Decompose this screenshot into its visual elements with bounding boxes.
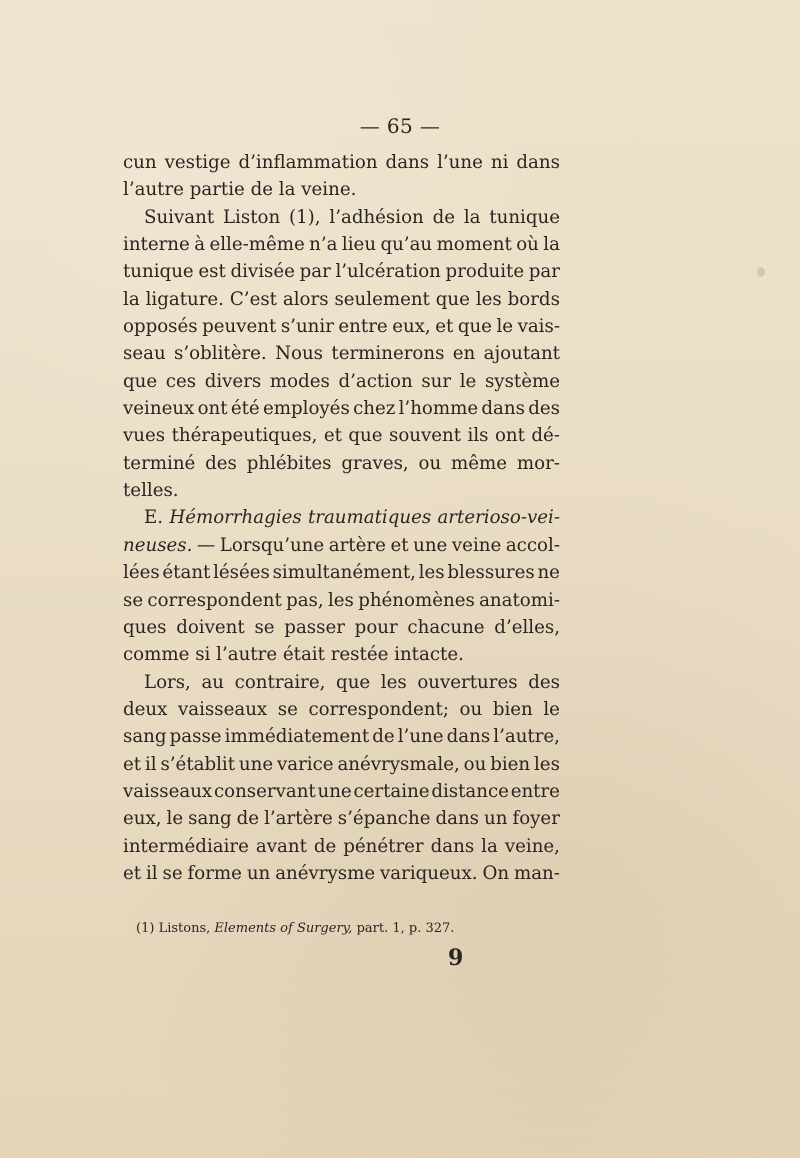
word: deux	[123, 698, 168, 720]
word: s’épanche	[337, 808, 431, 830]
text-line	[123, 477, 560, 504]
word: si	[195, 644, 211, 666]
word: (1),	[289, 206, 321, 228]
word: des	[205, 452, 237, 474]
word: l’autre	[216, 644, 278, 666]
word: ont	[494, 425, 525, 447]
word: lésées	[213, 562, 270, 584]
word: lieu	[341, 234, 377, 256]
footnote	[136, 921, 454, 936]
word: anévrysme	[275, 862, 376, 884]
word: une	[413, 534, 448, 556]
word: correspondent;	[308, 698, 449, 720]
word: à	[194, 234, 206, 256]
word: un	[484, 808, 508, 830]
word: On	[482, 862, 510, 884]
word: veine.	[301, 179, 357, 201]
text-line	[123, 395, 560, 422]
word: dans	[435, 808, 480, 830]
text-line	[123, 669, 560, 696]
text-line	[123, 860, 560, 887]
word: de	[250, 179, 273, 201]
word: se	[254, 616, 275, 638]
word: Hémorrhagies	[169, 507, 302, 529]
word: contraire,	[234, 671, 326, 693]
word: ils	[467, 425, 489, 447]
word: certaine	[353, 780, 430, 802]
word: distance	[431, 780, 509, 802]
word: seulement	[334, 288, 430, 310]
word: s’oblitère.	[174, 343, 267, 365]
text-line	[123, 641, 560, 668]
word: artère	[328, 534, 386, 556]
word: employés	[262, 398, 350, 420]
word: entre	[338, 316, 388, 338]
word: ou	[418, 452, 442, 474]
word: seau	[123, 343, 166, 365]
word: même	[451, 452, 508, 474]
word: un	[246, 862, 271, 884]
word: par	[299, 261, 331, 283]
word: une	[317, 780, 352, 802]
text-line	[123, 176, 560, 203]
word: simultanément,	[272, 562, 416, 584]
word: interne	[123, 234, 190, 256]
footnote-author: Listons,	[158, 921, 211, 936]
word: C’est	[229, 288, 277, 310]
word: divisée	[230, 261, 295, 283]
word: ou	[459, 698, 483, 720]
word: intacte.	[394, 644, 464, 666]
text-line	[123, 751, 560, 778]
word: anatomi-	[479, 589, 560, 611]
word: ligature.	[145, 288, 224, 310]
word: que	[457, 316, 492, 338]
word: par	[528, 261, 560, 283]
word: vaisseaux	[177, 698, 268, 720]
word: des	[528, 671, 560, 693]
word: ces	[165, 370, 197, 392]
word: lées	[123, 562, 160, 584]
text-line	[123, 149, 560, 176]
word: peuvent	[202, 316, 277, 338]
word: —	[197, 534, 216, 556]
word: les	[380, 671, 407, 693]
text-line	[123, 833, 560, 860]
word: la	[463, 206, 481, 228]
word: et	[123, 862, 142, 884]
word: chez	[353, 398, 396, 420]
text-line	[123, 368, 560, 395]
word: s’établit	[160, 753, 236, 775]
word: l’ulcération	[335, 261, 441, 283]
word: graves,	[341, 452, 409, 474]
word: chacune	[407, 616, 485, 638]
word: bien	[490, 753, 531, 775]
word: l’une	[397, 726, 444, 748]
word: ques	[123, 616, 167, 638]
word: vestige	[164, 152, 231, 173]
word: pas,	[286, 589, 324, 611]
word: se	[277, 698, 298, 720]
word: alors	[282, 288, 329, 310]
word: E.	[144, 507, 164, 529]
word: en	[452, 343, 476, 365]
word: ne	[537, 562, 560, 584]
word: tunique	[123, 261, 194, 283]
word: et	[323, 425, 342, 447]
word: le	[543, 698, 560, 720]
word: la	[123, 288, 140, 310]
word: restée	[330, 644, 389, 666]
word: Suivant	[144, 206, 215, 228]
footnote-reference: part. 1, p. 327.	[356, 921, 455, 936]
word: sang	[123, 726, 167, 748]
word: que	[348, 425, 383, 447]
word: passer	[284, 616, 345, 638]
word: Nous	[275, 343, 324, 365]
word: le	[166, 808, 184, 830]
word: dans	[385, 152, 430, 173]
word: les	[533, 753, 560, 775]
word: que	[336, 671, 371, 693]
word: pour	[354, 616, 398, 638]
paper-stain-mark	[757, 267, 765, 277]
word: entre	[510, 780, 560, 802]
word: avant	[255, 835, 307, 857]
word: partie	[189, 179, 245, 201]
word: bords	[507, 288, 560, 310]
word: correspondent	[147, 589, 282, 611]
word: n’a	[309, 234, 338, 256]
word: modes	[269, 370, 330, 392]
word: que	[435, 288, 470, 310]
word: est	[198, 261, 226, 283]
word: traumatiques	[307, 507, 432, 529]
text-line	[123, 258, 560, 285]
word: tunique	[489, 206, 560, 228]
word: d’elles,	[494, 616, 560, 638]
word: produite	[445, 261, 525, 283]
word: bien	[492, 698, 533, 720]
word: conservant	[213, 780, 316, 802]
word: se	[123, 589, 144, 611]
word: sur	[421, 370, 452, 392]
word: la	[278, 179, 296, 201]
word: veine	[451, 534, 502, 556]
word: les	[327, 589, 354, 611]
word: neuses.	[123, 534, 193, 556]
word: moment	[436, 234, 512, 256]
word: ajoutant	[483, 343, 560, 365]
word: elle-même	[209, 234, 305, 256]
text-line	[123, 204, 560, 231]
text-line	[123, 587, 560, 614]
word: variqueux.	[380, 862, 478, 884]
word: ouvertures	[417, 671, 518, 693]
word: comme	[123, 644, 190, 666]
word: vues	[123, 425, 166, 447]
word: où	[516, 234, 539, 256]
word: Lors,	[144, 671, 191, 693]
word: thérapeutiques,	[171, 425, 318, 447]
word: la	[543, 234, 560, 256]
text-line	[123, 313, 560, 340]
word: dé-	[531, 425, 560, 447]
word: veineux	[123, 398, 195, 420]
word: étant	[162, 562, 211, 584]
word: dans	[516, 152, 560, 173]
footnote-title: Elements of Surgery,	[214, 921, 353, 936]
word: vais-	[517, 316, 560, 338]
word: les	[475, 288, 502, 310]
word: divers	[204, 370, 262, 392]
word: il	[144, 753, 157, 775]
text-line	[123, 422, 560, 449]
word: eux,	[123, 808, 162, 830]
word: d’inflammation	[238, 152, 378, 173]
word: ou	[463, 753, 487, 775]
text-line	[123, 340, 560, 367]
word: l’autre	[123, 179, 184, 201]
word: arterioso-vei-	[437, 507, 560, 529]
word: de	[236, 808, 260, 830]
text-line	[123, 286, 560, 313]
word: opposés	[123, 316, 198, 338]
word: terminerons	[331, 343, 445, 365]
word: la	[481, 835, 498, 857]
word: souvent	[388, 425, 462, 447]
word: se	[162, 862, 183, 884]
text-line	[123, 614, 560, 641]
word: man-	[513, 862, 560, 884]
word: Lorsqu’une	[219, 534, 325, 556]
word: intermédiaire	[123, 835, 249, 857]
footnote-number: (1)	[136, 921, 155, 936]
word: été	[230, 398, 260, 420]
word: Liston	[222, 206, 281, 228]
word: l’homme	[398, 398, 479, 420]
word: les	[418, 562, 445, 584]
word: forme	[187, 862, 242, 884]
text-line	[123, 559, 560, 586]
word: au	[201, 671, 225, 693]
word: dans	[481, 398, 525, 420]
word: le	[459, 370, 477, 392]
word: phénomènes	[358, 589, 475, 611]
word: s’unir	[280, 316, 334, 338]
word: et	[390, 534, 409, 556]
page-number: — 65 —	[359, 114, 441, 138]
word: accol-	[505, 534, 560, 556]
word: ont	[197, 398, 228, 420]
word: que	[123, 370, 158, 392]
word: de	[372, 726, 395, 748]
word: qu’au	[380, 234, 433, 256]
text-line	[123, 778, 560, 805]
word: blessures	[447, 562, 535, 584]
word: eux,	[392, 316, 431, 338]
word: l’autre,	[493, 726, 560, 748]
text-line	[123, 231, 560, 258]
word: de	[313, 835, 337, 857]
word: cun	[123, 152, 157, 173]
word: phlébites	[246, 452, 332, 474]
word: foyer	[512, 808, 560, 830]
word: était	[282, 644, 325, 666]
word: de	[432, 206, 455, 228]
text-line	[123, 532, 560, 559]
word: doivent	[176, 616, 245, 638]
text-line	[123, 723, 560, 750]
word: système	[484, 370, 560, 392]
text-line	[123, 805, 560, 832]
word: dans	[446, 726, 491, 748]
word: et	[435, 316, 454, 338]
signature-mark: 9	[448, 945, 464, 971]
word: et	[123, 753, 142, 775]
text-line	[123, 504, 560, 531]
word: sang	[188, 808, 232, 830]
word: immédiatement	[224, 726, 370, 748]
word: dans	[430, 835, 475, 857]
word: l’artère	[264, 808, 333, 830]
word: telles.	[123, 480, 179, 502]
word: d’action	[338, 370, 413, 392]
word: l’adhésion	[329, 206, 424, 228]
word: veine,	[504, 835, 560, 857]
word: une	[238, 753, 274, 775]
main-text-block	[123, 149, 560, 887]
word: l’une	[437, 152, 483, 173]
word: des	[528, 398, 560, 420]
word: varice	[276, 753, 334, 775]
word: terminé	[123, 452, 196, 474]
text-line	[123, 696, 560, 723]
word: anévrysmale,	[337, 753, 460, 775]
word: passe	[169, 726, 222, 748]
word: mor-	[516, 452, 560, 474]
word: pénétrer	[343, 835, 424, 857]
word: ni	[490, 152, 509, 173]
word: le	[496, 316, 514, 338]
word: vaisseaux	[123, 780, 213, 802]
text-line	[123, 450, 560, 477]
word: il	[145, 862, 158, 884]
